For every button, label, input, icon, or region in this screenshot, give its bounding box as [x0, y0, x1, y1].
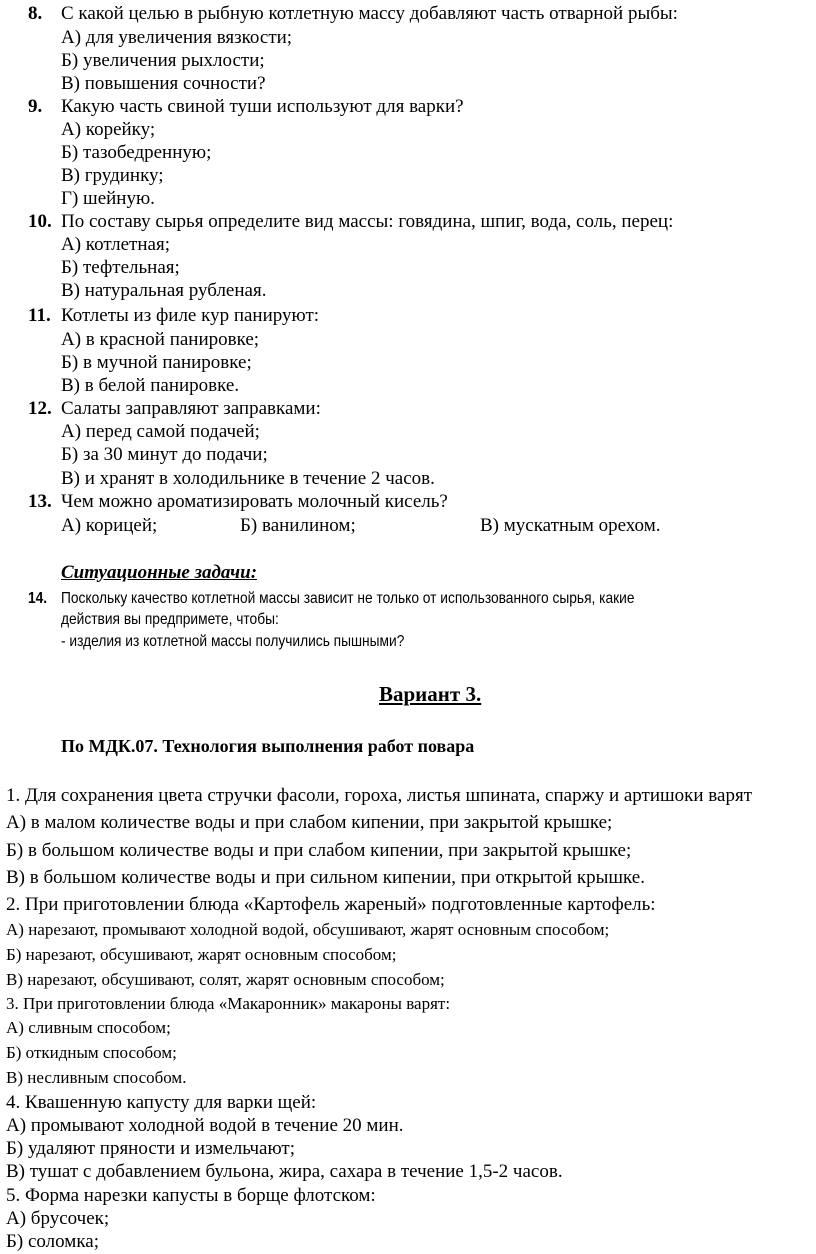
answer-option: Б) удаляют пряности и измельчают; [6, 1138, 295, 1159]
answer-option: Б) тазобедренную; [61, 142, 212, 163]
answer-option: В) натуральная рубленая. [61, 280, 267, 301]
answer-option: А) в красной панировке; [61, 329, 260, 350]
question-text: Какую часть свиной туши используют для варки? [61, 96, 464, 117]
question-number: 13. [28, 491, 52, 512]
question-number: 10. [28, 211, 52, 232]
answer-option: Б) ванилином; [240, 515, 356, 536]
answer-option: Б) в большом количестве воды и при слабом кипении, при закрытой крышке; [6, 840, 632, 861]
question-number: 9. [28, 96, 43, 117]
variant-title: Вариант 3. [379, 682, 482, 706]
answer-option: В) мускатным орехом. [480, 515, 661, 536]
answer-option: В) грудинку; [61, 165, 164, 186]
answer-option: А) промывают холодной водой в течение 20 мин. [6, 1115, 404, 1136]
answer-option: В) несливным способом. [6, 1068, 187, 1087]
question-text: По составу сырья определите вид массы: говядина, шпиг, вода, соль, перец: [61, 211, 674, 232]
section-heading: Ситуационные задачи: [61, 562, 258, 583]
answer-option: Б) тефтельная; [61, 257, 180, 278]
question-text: - изделия из котлетной массы получились пышными? [61, 633, 405, 650]
question-text: 4. Квашенную капусту для варки щей: [6, 1092, 317, 1113]
answer-option: В) тушат с добавлением бульона, жира, сахара в течение 1,5-2 часов. [6, 1161, 563, 1182]
answer-option: Б) в мучной панировке; [61, 352, 252, 373]
answer-option: Б) нарезают, обсушивают, жарят основным способом; [6, 945, 397, 964]
answer-option: В) повышения сочности? [61, 73, 266, 94]
answer-option: В) нарезают, обсушивают, солят, жарят основным способом; [6, 970, 445, 989]
answer-option: В) в большом количестве воды и при сильном кипении, при открытой крышке. [6, 867, 645, 888]
answer-option: А) в малом количестве воды и при слабом кипении, при закрытой крышке; [6, 812, 613, 833]
answer-option: А) перед самой подачей; [61, 421, 260, 442]
question-text: Салаты заправляют заправками: [61, 398, 321, 419]
question-text: Поскольку качество котлетной массы зависит не только от использованного сырья, какие [61, 590, 635, 607]
question-text: действия вы предпримете, чтобы: [61, 611, 279, 628]
answer-option: Б) откидным способом; [6, 1043, 177, 1062]
answer-option: В) и хранят в холодильнике в течение 2 часов. [61, 468, 435, 489]
answer-option: А) сливным способом; [6, 1018, 171, 1037]
question-number: 11. [28, 305, 51, 326]
answer-option: А) нарезают, промывают холодной водой, обсушивают, жарят основным способом; [6, 920, 610, 939]
question-text: 2. При приготовлении блюда «Картофель жареный» подготовленные картофель: [6, 894, 656, 915]
answer-option: Б) увеличения рыхлости; [61, 50, 265, 71]
question-number: 12. [28, 398, 52, 419]
question-text: 3. При приготовлении блюда «Макаронник» макароны варят: [6, 994, 451, 1013]
question-text: С какой целью в рыбную котлетную массу добавляют часть отварной рыбы: [61, 3, 678, 24]
answer-option: А) котлетная; [61, 234, 170, 255]
answer-option: В) в белой панировке. [61, 375, 240, 396]
question-text: Чем можно ароматизировать молочный кисель? [61, 491, 448, 512]
answer-option: Б) за 30 минут до подачи; [61, 444, 268, 465]
question-text: 1. Для сохранения цвета стручки фасоли, гороха, листья шпината, спаржу и артишоки варят [6, 785, 753, 806]
question-number: 8. [28, 3, 43, 24]
answer-option: А) для увеличения вязкости; [61, 27, 293, 48]
subject-title: По МДК.07. Технология выполнения работ повара [61, 736, 475, 756]
answer-option: Г) шейную. [61, 188, 155, 209]
answer-option: А) корейку; [61, 119, 156, 140]
question-text: 5. Форма нарезки капусты в борще флотском: [6, 1185, 376, 1206]
question-text: Котлеты из филе кур панируют: [61, 305, 320, 326]
answer-option: А) корицей; [61, 515, 158, 536]
answer-option: Б) соломка; [6, 1231, 99, 1252]
answer-option: А) брусочек; [6, 1208, 110, 1229]
question-number: 14. [28, 590, 48, 607]
